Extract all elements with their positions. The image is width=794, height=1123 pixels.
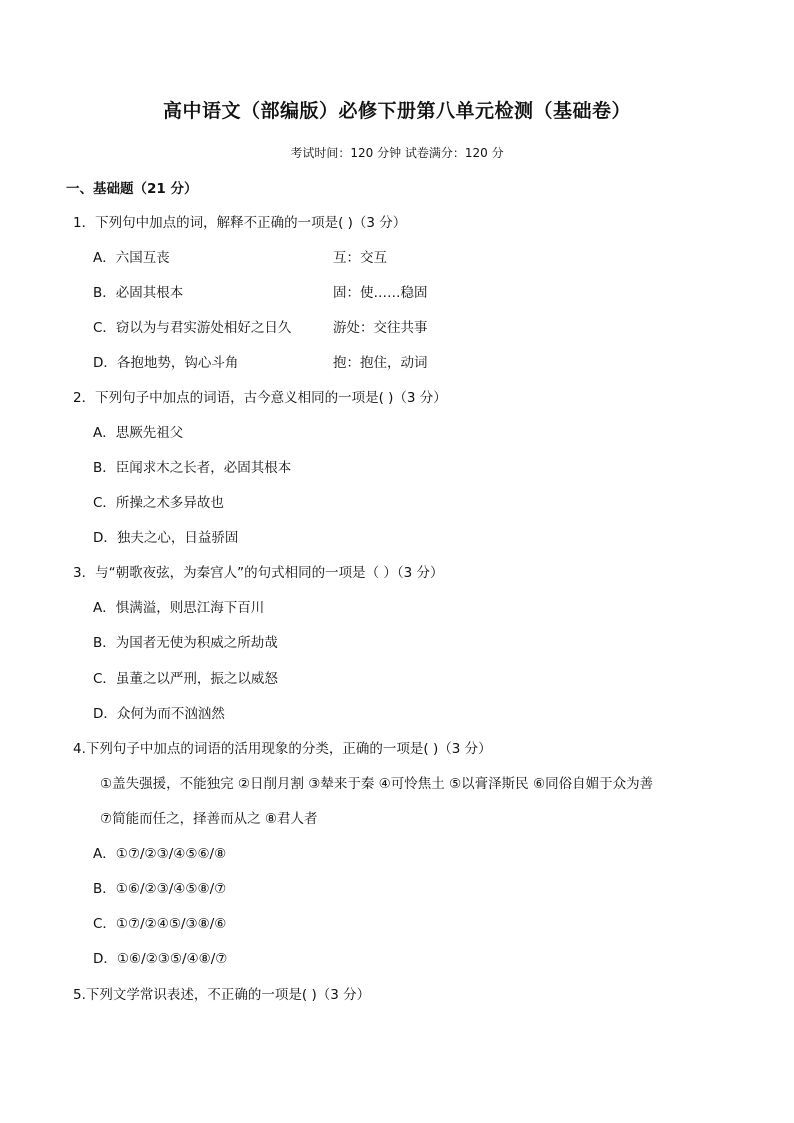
- q1-option-c-note: 游处：交往共事: [333, 320, 428, 336]
- q2-option-b: B．臣闻求木之长者，必固其根本: [93, 460, 292, 476]
- q4-items-line-1: ①盖失强援，不能独完 ②日削月割 ③辇来于秦 ④可怜焦土 ⑤以膏泽斯民 ⑥同俗自媚于众为善: [100, 776, 654, 792]
- q1-option-d: D．各抱地势，钩心斗角: [93, 355, 239, 371]
- q1-option-b: B．必固其根本: [93, 285, 184, 301]
- q1-option-a: A．六国互丧: [93, 250, 170, 266]
- q3-option-c: C．虽董之以严刑，振之以威怒: [93, 671, 278, 687]
- question-4-stem: 4.下列句子中加点的词语的活用现象的分类，正确的一项是( )（3 分）: [73, 741, 492, 757]
- section-heading: 一、基础题（21 分）: [66, 181, 198, 197]
- q3-option-d: D．众何为而不汹汹然: [93, 706, 225, 722]
- question-3-stem: 3．与“朝歌夜弦，为秦宫人”的句式相同的一项是（ ）（3 分）: [73, 565, 444, 581]
- q2-option-d: D．独夫之心，日益骄固: [93, 530, 239, 546]
- q1-option-c: C．窃以为与君实游处相好之日久: [93, 320, 292, 336]
- q1-option-b-note: 固：使……稳固: [333, 285, 428, 301]
- q4-option-d: D．①⑥/②③⑤/④⑧/⑦: [93, 951, 228, 967]
- q3-option-b: B．为国者无使为积威之所劫哉: [93, 635, 278, 651]
- q1-option-d-note: 抱：抱住，动词: [333, 355, 428, 371]
- q3-option-a: A．惧满溢，则思江海下百川: [93, 600, 265, 616]
- question-2-stem: 2．下列句子中加点的词语，古今意义相同的一项是( )（3 分）: [73, 390, 447, 406]
- question-5-stem: 5.下列文学常识表述，不正确的一项是( )（3 分）: [73, 987, 371, 1003]
- q4-option-c: C．①⑦/②④⑤/③⑧/⑥: [93, 916, 227, 932]
- q4-items-line-2: ⑦简能而任之，择善而从之 ⑧君人者: [100, 811, 318, 827]
- page-title: 高中语文（部编版）必修下册第八单元检测（基础卷）: [162, 100, 631, 122]
- exam-info: 考试时间：120 分钟 试卷满分：120 分: [290, 146, 504, 160]
- q4-option-b: B．①⑥/②③/④⑤⑧/⑦: [93, 881, 227, 897]
- q4-option-a: A．①⑦/②③/④⑤⑥/⑧: [93, 846, 227, 862]
- q1-option-a-note: 互：交互: [333, 250, 387, 266]
- question-1-stem: 1．下列句中加点的词，解释不正确的一项是( )（3 分）: [73, 215, 407, 231]
- q2-option-a: A．思厥先祖父: [93, 425, 184, 441]
- q2-option-c: C．所操之术多异故也: [93, 495, 224, 511]
